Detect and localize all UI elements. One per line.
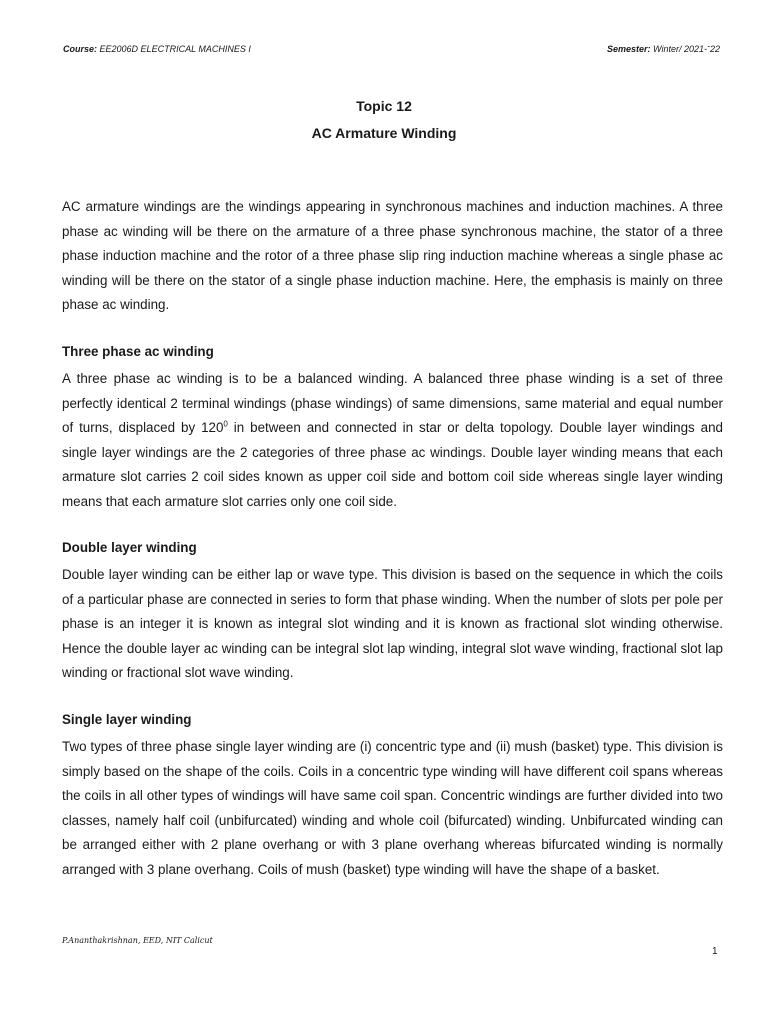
topic-number: Topic 12 [356,98,412,114]
three-phase-text-part1: A three phase ac winding is to be a balanced winding. A balanced three phase winding is a set of three perfectly identical 2 terminal windings (phase windings) of same dimensions, same material and equal number of turns, displaced by 120 [62,371,723,436]
section-heading-double-layer: Double layer winding [62,540,197,555]
section-paragraph-double-layer: Double layer winding can be either lap or wave type. This division is based on the sequence in which the coils of a particular phase are connected in series to form that phase winding. When the number of slots per pole per phase is an integer it is known as integral slot winding and it is known as fractional slot winding otherwise. Hence the double layer ac winding can be integral slot lap winding, integral slot wave winding, fractional slot lap winding or fractional slot wave winding. [62,567,723,681]
semester-label: Semester: [607,44,651,54]
section-heading-three-phase: Three phase ac winding [62,344,214,359]
page-header [63,44,720,54]
document-title: AC Armature Winding [311,125,457,141]
section-paragraph-three-phase [62,367,723,515]
section-heading-single-layer: Single layer winding [62,712,192,727]
footer-author: P.Ananthakrishnan, EED, NIT Calicut [62,936,213,945]
semester-info [607,44,720,54]
course-label: Course: [63,44,98,54]
semester-value: Winter/ 2021-ˉ22 [653,44,720,54]
page-number: 1 [712,946,718,957]
course-value: EE2006D ELECTRICAL MACHINES I [99,44,251,54]
three-phase-text-part2: in between and connected in star or delta topology. Double layer windings and single layer windings are the 2 categories of three phase ac windings. Double layer winding means that each armature slot carries 2 coil sides known as upper coil side and bottom coil side whereas single layer winding means that each armature slot carries only one coil side. [62,420,723,509]
course-info [63,44,251,54]
intro-paragraph: AC armature windings are the windings appearing in synchronous machines and induction machines. A three phase ac winding will be there on the armature of a three phase synchronous machine, the stator of a three phase induction machine and the rotor of a three phase slip ring induction machine whereas a single phase ac winding will be there on the stator of a single phase induction machine. Here, the emphasis is mainly on three phase ac winding. [62,199,723,313]
degree-superscript: 0 [223,419,228,429]
section-paragraph-single-layer: Two types of three phase single layer winding are (i) concentric type and (ii) mush (basket) type. This division is simply based on the shape of the coils. Coils in a concentric type winding will have different coil spans whereas the coils in all other types of windings will have same coil span. Concentric windings are further divided into two classes, namely half coil (unbifurcated) winding and whole coil (bifurcated) winding. Unbifurcated winding can be arranged either with 2 plane overhang or with 3 plane overhang whereas bifurcated winding is normally arranged with 3 plane overhang. Coils of mush (basket) type winding will have the shape of a basket. [62,739,723,877]
